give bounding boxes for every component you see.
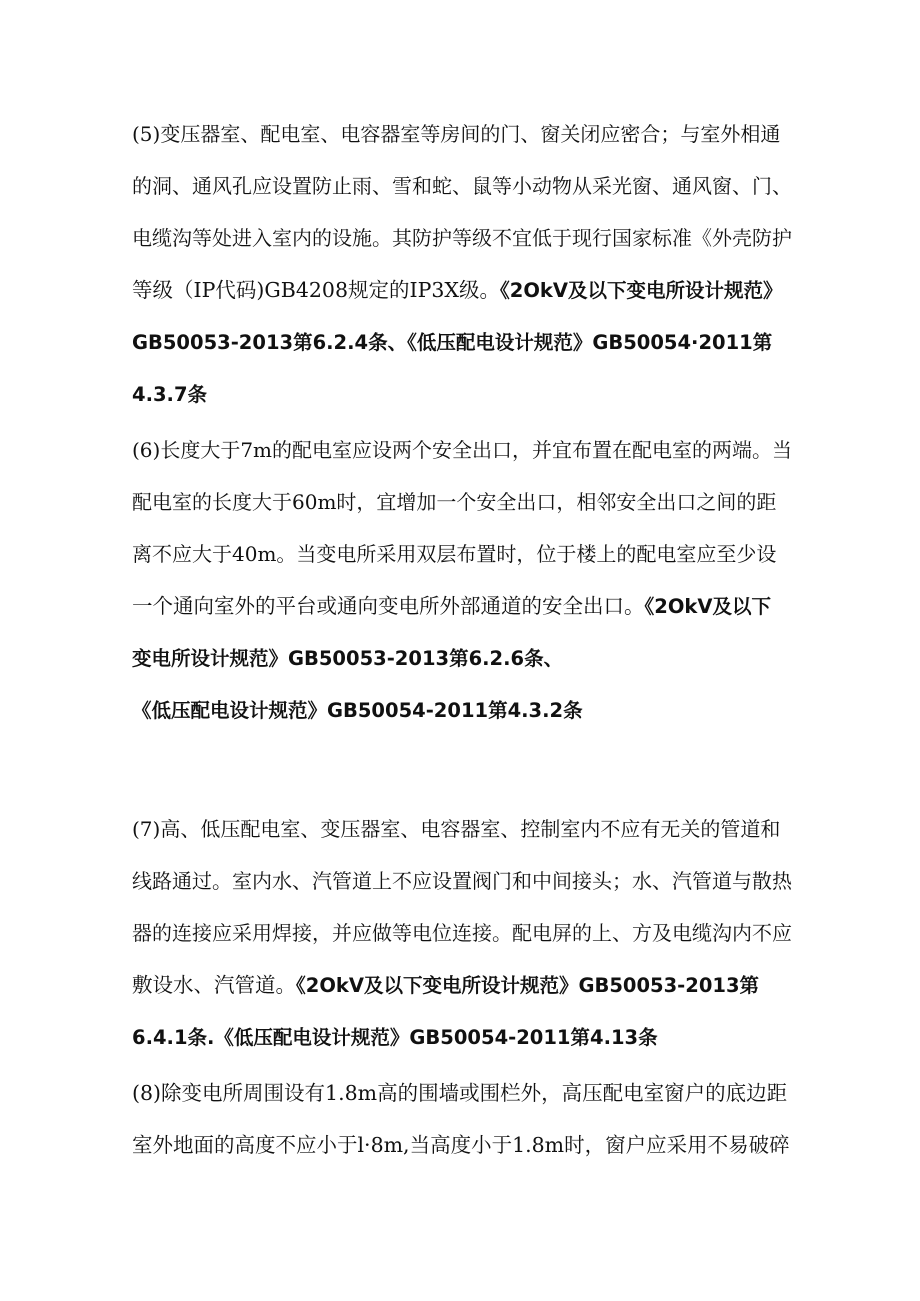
text-line: 线路通过。室内水、汽管道上不应设置阀门和中间接头；水、汽管道与散热 <box>132 869 792 893</box>
paragraph-8 <box>132 1067 792 1171</box>
text-line: 等级（IP代码)GB4208规定的IP3X级。《2OkV及以下变电所设计规范》 <box>132 278 783 302</box>
text-line: 6.4.1条.《低压配电设计规范》GB50054-2011第4.13条 <box>132 1026 658 1049</box>
paragraph-7 <box>132 803 792 1063</box>
text-line: (6)长度大于7m的配电室应设两个安全出口，并宜布置在配电室的两端。当 <box>132 438 792 462</box>
text-line: 的洞、通风孔应设置防止雨、雪和蛇、鼠等小动物从采光窗、通风窗、门、 <box>132 174 792 198</box>
text-line: 变电所设计规范》GB50053-2013第6.2.6条、 <box>132 647 564 670</box>
text-line: 4.3.7条 <box>132 383 208 406</box>
text-line: 一个通向室外的平台或通向变电所外部通道的安全出口。《2OkV及以下 <box>132 594 771 618</box>
paragraph-5 <box>132 108 792 420</box>
paragraph-6 <box>132 424 792 736</box>
text-line: 室外地面的高度不应小于l·8m,当高度小于1.8m时，窗户应采用不易破碎 <box>132 1133 790 1157</box>
text-line: 配电室的长度大于60m时，宜增加一个安全出口，相邻安全出口之间的距 <box>132 490 777 514</box>
text-line: 器的连接应采用焊接，并应做等电位连接。配电屏的上、方及电缆沟内不应 <box>132 921 792 945</box>
text-line: (7)高、低压配电室、变压器室、电容器室、控制室内不应有无关的管道和 <box>132 817 781 841</box>
text-line: (8)除变电所周围设有1.8m高的围墙或围栏外，高压配电室窗户的底边距 <box>132 1081 788 1105</box>
text-line: GB50053-2013第6.2.4条、《低压配电设计规范》GB50054·2011第 <box>132 331 773 354</box>
text-line: (5)变压器室、配电室、电容器室等房间的门、窗关闭应密合；与室外相通 <box>132 122 781 146</box>
text-line: 电缆沟等处进入室内的设施。其防护等级不宜低于现行国家标准《外壳防护 <box>132 226 792 250</box>
text-line: 离不应大于40m。当变电所采用双层布置时，位于楼上的配电室应至少设 <box>132 542 777 566</box>
text-line: 敷设水、汽管道。《2OkV及以下变电所设计规范》GB50053-2013第 <box>132 973 760 997</box>
text-line: 《低压配电设计规范》GB50054-2011第4.3.2条 <box>132 699 583 722</box>
